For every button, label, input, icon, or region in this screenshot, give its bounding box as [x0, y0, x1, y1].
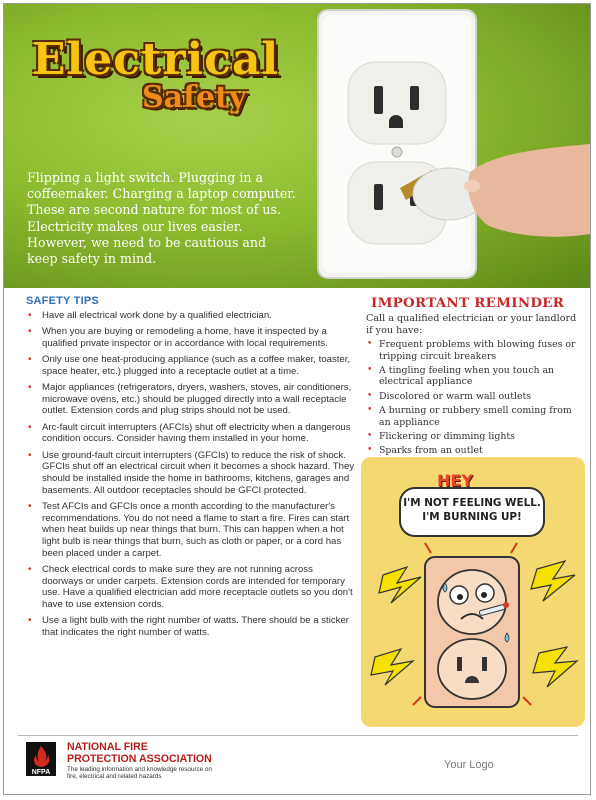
list-item	[26, 501, 356, 560]
list-item	[366, 365, 584, 388]
footer-divider	[18, 735, 578, 736]
list-item	[366, 445, 584, 456]
reminder-text: Flickering or dimming lights	[379, 431, 515, 443]
tip-text: Use a light bulb with the right number of watts. There should be a sticker that indicates the right number of watts.	[42, 615, 349, 638]
hero-banner	[4, 4, 590, 288]
bullet-icon: •	[28, 382, 32, 394]
bullet-icon: •	[28, 421, 32, 433]
list-item	[26, 615, 356, 638]
list-item	[26, 422, 356, 445]
bullet-icon: •	[367, 445, 373, 456]
organization-name	[67, 742, 237, 765]
bullet-icon: •	[367, 431, 373, 442]
list-item	[26, 310, 356, 322]
reminder-text: Discolored or warm wall outlets	[379, 390, 532, 402]
tip-text: Have all electrical work done by a qualified electrician.	[42, 310, 272, 321]
speech-line-1: I'M NOT FEELING WELL.	[403, 497, 541, 509]
list-item	[26, 326, 356, 349]
reminder-text: A burning or rubbery smell coming from an appliance	[379, 405, 572, 428]
hero-intro-text: Flipping a light switch. Plugging in a coffeemaker. Charging a laptop computer. These are second nature for most of us. Electricity makes our lives easier. However, we need to be cautious and keep safety in mind.	[27, 170, 296, 267]
reminder-text: A tingling feeling when you touch an electrical appliance	[379, 365, 555, 388]
reminder-text: Frequent problems with blowing fuses or tripping circuit breakers	[379, 339, 576, 362]
cartoon-illustration	[361, 457, 585, 727]
bullet-icon: •	[28, 326, 32, 338]
speech-line-2: I'M BURNING UP!	[422, 511, 522, 523]
organization-tagline: The leading information and knowledge resource on fire, electrical and related hazards	[67, 766, 212, 781]
list-item	[26, 354, 356, 377]
org-name-line-2: PROTECTION ASSOCIATION	[67, 752, 212, 765]
title-safety: Safety	[142, 80, 247, 115]
bullet-icon: •	[28, 500, 32, 512]
bullet-icon: •	[28, 354, 32, 366]
tip-text: Major appliances (refrigerators, dryers, washers, stoves, air conditioners, microwave ovens, etc.) should be plugged directly into a wall receptacle outlet. Extension cords and plug strips should not be used.	[42, 382, 352, 417]
bullet-icon: •	[28, 310, 32, 321]
speech-bubble-text	[401, 496, 543, 524]
tip-text: Only use one heat-producing appliance (such as a coffee maker, toaster, space heater, etc.) plugged into a receptacle outlet at a time.	[42, 354, 351, 377]
tip-text: When you are buying or remodeling a home, have it inspected by a qualified private inspector or in accordance with local requirements.	[42, 326, 328, 349]
bullet-icon: •	[28, 615, 32, 627]
nfpa-logo-text: NFPA	[31, 769, 51, 776]
safety-tips-list	[26, 310, 356, 639]
bullet-icon: •	[28, 449, 32, 461]
important-reminder-section	[366, 295, 584, 460]
org-name-line-1: NATIONAL FIRE	[67, 741, 148, 753]
list-item	[26, 450, 356, 497]
reminder-list	[366, 339, 584, 457]
title-electrical: Electrical	[32, 34, 280, 85]
bullet-icon: •	[28, 563, 32, 575]
safety-tips-heading: SAFETY TIPS	[26, 295, 99, 307]
bullet-icon: •	[367, 405, 373, 416]
tip-text: Use ground-fault circuit interrupters (GFCIs) to reduce the risk of shock. GFCIs shut off an electrical circuit when it becomes a shock hazard. They should be installed inside the home in bathrooms, kitchens, garages and basements. All outdoor receptacles should be GFCI protected.	[42, 449, 355, 496]
outlet-photo	[304, 4, 590, 288]
list-item	[366, 339, 584, 362]
reminder-text: Sparks from an outlet	[379, 445, 483, 457]
list-item	[26, 382, 356, 417]
tip-text: Check electrical cords to make sure they are not running across doorways or under carpets. Extension cords are intended for temporary use. Have a qualified electrician add more receptacle outlets so you don't have to use extension cords.	[42, 563, 353, 610]
list-item	[366, 431, 584, 442]
bullet-icon: •	[367, 339, 373, 350]
tip-text: Test AFCIs and GFCIs once a month according to the manufacturer's recommendations. You do not need a flame to start a fire. Fires can start when heat builds up near things that burn. This can happen when a hot light bulb is near things that burn, such as cloth or paper, or a cord has been placed under a carpet.	[42, 500, 350, 559]
list-item	[366, 405, 584, 428]
nfpa-flame-icon	[26, 742, 56, 776]
hey-exclamation: HEY	[437, 471, 473, 490]
page-frame	[3, 3, 591, 795]
tip-text: Arc-fault circuit interrupters (AFCIs) shut off electricity when a dangerous condition occurs. Consider having them installed in your home.	[42, 421, 351, 445]
bullet-icon: •	[367, 390, 373, 401]
list-item	[366, 391, 584, 402]
your-logo-placeholder: Your Logo	[444, 759, 494, 771]
safety-tips-section	[26, 295, 356, 643]
reminder-intro: Call a qualified electrician or your landlord if you have:	[366, 313, 577, 336]
speech-bubble	[399, 487, 545, 537]
important-reminder-heading: IMPORTANT REMINDER	[371, 295, 565, 311]
list-item	[26, 564, 356, 611]
bullet-icon: •	[367, 365, 373, 375]
nfpa-logo	[26, 742, 56, 776]
